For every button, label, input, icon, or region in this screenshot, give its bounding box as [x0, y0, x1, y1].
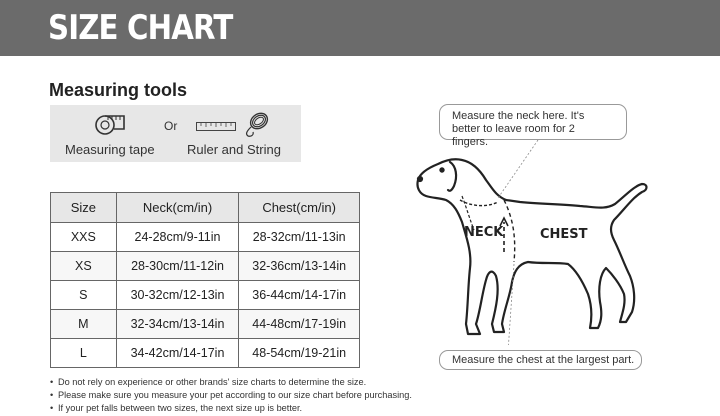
table-header-cell: Neck(cm/in) [116, 193, 239, 223]
or-separator: Or [164, 119, 178, 133]
note-text: If your pet falls between two sizes, the next size up is better. [58, 403, 303, 413]
table-cell: 28-30cm/11-12in [116, 252, 239, 281]
size-table [50, 192, 360, 368]
table-header-cell: Chest(cm/in) [239, 193, 360, 223]
bullet-icon: • [50, 377, 54, 387]
neck-callout: Measure the neck here. It's better to leave room for 2 fingers. [439, 104, 627, 140]
table-cell: 28-32cm/11-13in [239, 223, 360, 252]
table-header-row [51, 193, 360, 223]
measuring-tape-icon [94, 113, 128, 137]
table-row [51, 223, 360, 252]
measuring-tools-panel [50, 105, 301, 162]
table-cell: S [51, 281, 117, 310]
table-cell: L [51, 339, 117, 368]
table-cell: 34-42cm/14-17in [116, 339, 239, 368]
table-cell: 24-28cm/9-11in [116, 223, 239, 252]
chest-label: CHEST [540, 227, 588, 242]
table-cell: XS [51, 252, 117, 281]
table-row [51, 252, 360, 281]
table-cell: 32-34cm/13-14in [116, 310, 239, 339]
table-row [51, 281, 360, 310]
neck-label: NECK [464, 225, 504, 240]
table-header-cell: Size [51, 193, 117, 223]
table-row [51, 339, 360, 368]
table-cell: M [51, 310, 117, 339]
table-cell: 44-48cm/17-19in [239, 310, 360, 339]
dog-outline-diagram [410, 140, 660, 345]
ruler-icon [196, 122, 236, 132]
note-item [50, 376, 412, 389]
table-cell: 36-44cm/14-17in [239, 281, 360, 310]
table-cell: XXS [51, 223, 117, 252]
note-text: Do not rely on experience or other brands' size charts to determine the size. [58, 377, 367, 387]
chest-callout: Measure the chest at the largest part. [439, 350, 642, 370]
table-cell: 32-36cm/13-14in [239, 252, 360, 281]
measuring-tape-label: Measuring tape [65, 142, 155, 157]
header-banner [0, 0, 720, 56]
table-cell: 30-32cm/12-13in [116, 281, 239, 310]
table-cell: 48-54cm/19-21in [239, 339, 360, 368]
measuring-tools-heading: Measuring tools [49, 80, 188, 100]
note-text: Please make sure you measure your pet according to our size chart before purchasing. [58, 390, 412, 400]
page-title: SIZE CHART [48, 8, 233, 48]
note-item [50, 389, 412, 402]
notes-list [50, 376, 412, 415]
table-row [51, 310, 360, 339]
note-item [50, 402, 412, 415]
string-coil-icon [242, 109, 272, 139]
bullet-icon: • [50, 390, 54, 400]
bullet-icon: • [50, 403, 54, 413]
ruler-and-string-label: Ruler and String [187, 142, 281, 157]
